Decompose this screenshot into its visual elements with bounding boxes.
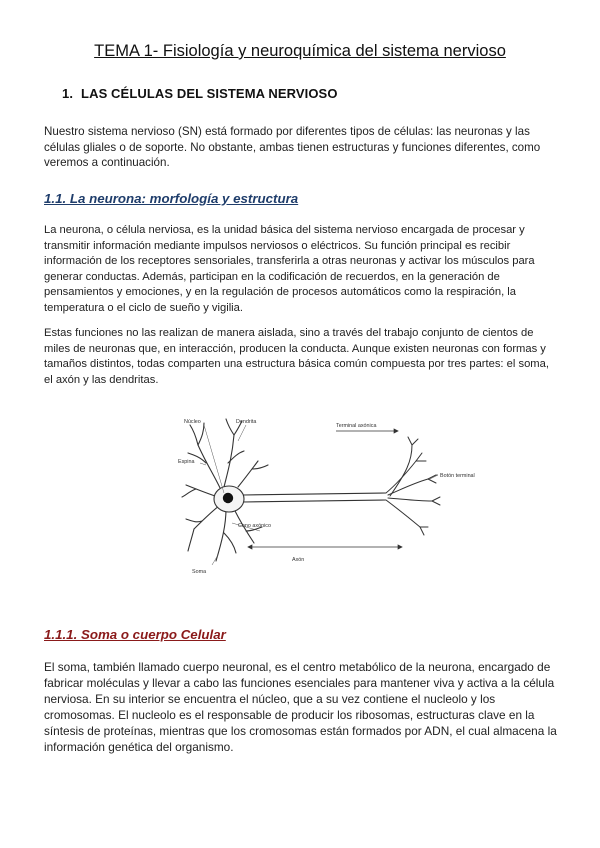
subsection-heading-neurona: 1.1. La neurona: morfología y estructura	[44, 191, 299, 206]
neurona-paragraph-1: La neurona, o célula nerviosa, es la unidad básica del sistema nervioso encargada de procesar y transmitir información mediante impulsos nerviosos o eléctricos. Su función principal es recibir información de los receptores sensoriales, transferirla a otras neuronas y activar los músculos para generar conductas. Además, participan en la codificación de recuerdos, en la generación de pensamientos y emociones, y en la regulación de procesos automáticos como la respiración, la temperatura o el ciclo de sueño y vigilia.	[44, 224, 535, 314]
label-cono-axonico: Cono axónico	[238, 523, 271, 529]
section-heading-text: LAS CÉLULAS DEL SISTEMA NERVIOSO	[81, 86, 338, 101]
soma-paragraph: El soma, también llamado cuerpo neuronal, es el centro metabólico de la neurona, encargado de fabricar moléculas y llevar a cabo las funciones esenciales para mantener viva y activa a la célula nerviosa. En su interior se encuentra el núcleo, que a su vez contiene el nucleolo y los cromosomas. El nucleolo es el responsable de producir los ribosomas, estructuras clave en la síntesis de proteínas, mientras que los cromosomas están formados por ADN, el cual almacena la información genética del organismo.	[44, 660, 557, 754]
label-terminal-axonica: Terminal axónica	[336, 423, 377, 429]
neuron-diagram	[176, 405, 475, 583]
label-espina: Espina	[178, 459, 195, 465]
section-heading-1	[62, 86, 338, 101]
intro-paragraph: Nuestro sistema nervioso (SN) está formado por diferentes tipos de células: las neuronas y las células gliales o de soporte. No obstante, ambas tienen estructuras y funciones diferentes, como veremos a continuación.	[44, 125, 541, 169]
label-dendrita: Dendrita	[236, 419, 257, 425]
subsection-heading-soma: 1.1.1. Soma o cuerpo Celular	[44, 627, 226, 642]
label-boton-terminal: Botón terminal	[440, 473, 475, 479]
label-soma: Soma	[192, 569, 207, 575]
section-number: 1.	[62, 86, 74, 101]
document-title: TEMA 1- Fisiología y neuroquímica del sistema nervioso	[94, 42, 506, 60]
label-axon: Axón	[292, 557, 305, 563]
label-nucleo: Núcleo	[184, 419, 201, 425]
neurona-paragraph-2: Estas funciones no las realizan de manera aislada, sino a través del trabajo conjunto de cientos de miles de neuronas que, en interacción, producen la conducta. Aunque existen neuronas con formas y tamaños distintos, todas comparten una estructura básica común compuesta por tres partes: el soma, el axón y las dendritas.	[44, 327, 549, 386]
